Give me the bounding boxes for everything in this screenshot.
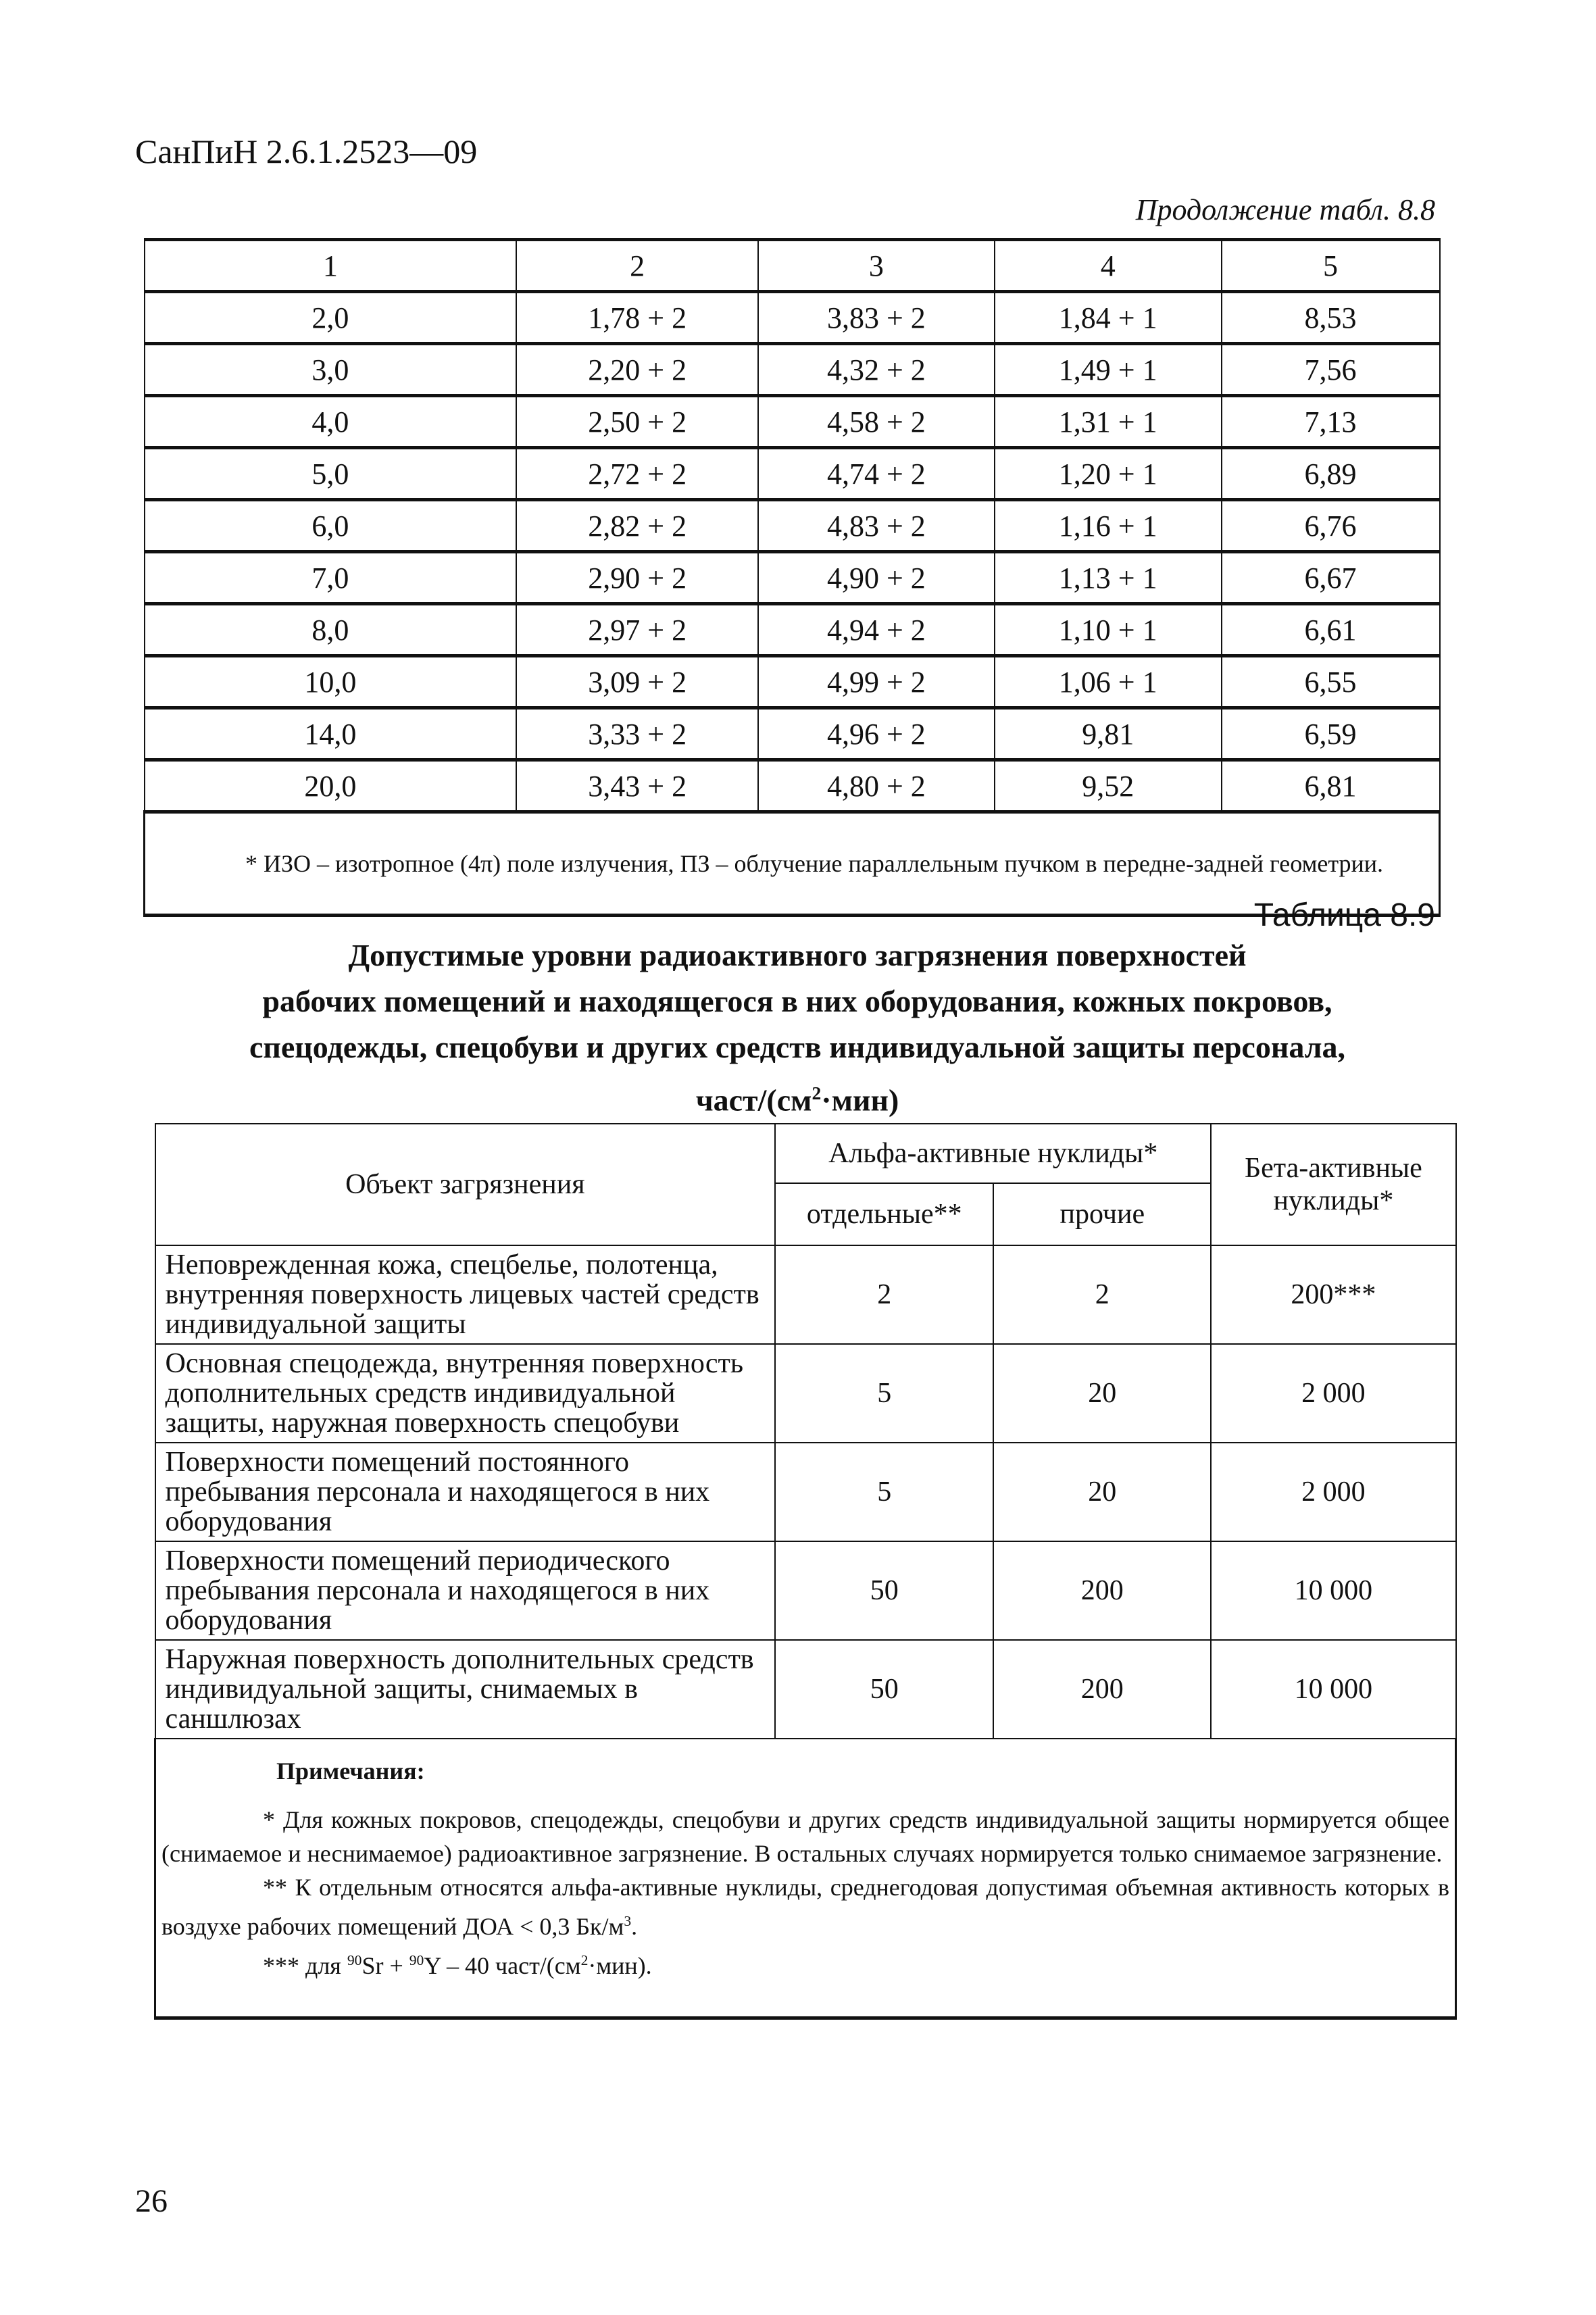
table-cell: 7,56 [1222,344,1440,396]
note-2: ** К отдельным относятся альфа-активные нуклиды, среднегодовая допустимая объемная активность которых в воздухе рабочих помещений ДОА < 0,3 $Бк/м^3$. [161,1874,1449,1940]
table-cell: 6,67 [1222,552,1440,604]
table-row [155,1245,1456,1344]
table-row [145,396,1440,448]
table-row [145,604,1440,656]
table-cell: 3,43 + 2 [516,760,758,812]
table-cell-object: Неповрежденная кожа, спецбелье, полотенца, внутренняя поверхность лицевых частей средств индивидуальной защиты [155,1245,776,1344]
document-code: СанПиН 2.6.1.2523—09 [135,132,478,170]
table-cell: 4,32 + 2 [758,344,995,396]
table-cell: 2,97 + 2 [516,604,758,656]
table-cell: 20,0 [145,760,517,812]
table-cell: 1,16 + 1 [995,500,1222,552]
column-header: 3 [758,240,995,292]
table-footnote-row [145,812,1440,916]
table-row [155,1640,1456,1739]
table-cell-beta: 10 000 [1211,1640,1455,1739]
column-header: 2 [516,240,758,292]
table-cell: 8,53 [1222,292,1440,344]
table-row [155,1541,1456,1640]
table-row [145,344,1440,396]
table-row [155,1443,1456,1541]
table-cell: 3,83 + 2 [758,292,995,344]
table-row [145,500,1440,552]
note-1: * Для кожных покровов, спецодежды, спецобуви и других средств индивидуальной защиты нормируется общее (снимаемое и неснимаемое) радиоактивное загрязнение. В остальных случаях нормируется только снимаемое загрязнение. [161,1806,1449,1867]
table-cell: 6,76 [1222,500,1440,552]
note-3: *** для $^{90}$Sr + $^{90}$Y – 40 част/$(см^2\cdot мин)$. [263,1952,652,1979]
table-cell: 14,0 [145,708,517,760]
table-cell: 4,74 + 2 [758,448,995,500]
table-cell: 7,13 [1222,396,1440,448]
table-cell: 4,96 + 2 [758,708,995,760]
table-cell: 6,81 [1222,760,1440,812]
column-header: 4 [995,240,1222,292]
table-cell: 8,0 [145,604,517,656]
table-cell-alpha-separate: 50 [775,1640,993,1739]
table-cell: 1,10 + 1 [995,604,1222,656]
table-cell: 1,06 + 1 [995,656,1222,708]
table-cell: 4,58 + 2 [758,396,995,448]
table-cell: 2,82 + 2 [516,500,758,552]
table-cell: 1,84 + 1 [995,292,1222,344]
table-cell: 1,49 + 1 [995,344,1222,396]
column-header: 5 [1222,240,1440,292]
table-cell-alpha-other: 200 [993,1541,1211,1640]
notes-title: Примечания: [276,1758,425,1785]
table-cell: 7,0 [145,552,517,604]
table-cell-object: Наружная поверхность дополнительных средств индивидуальной защиты, снимаемых в саншлюзах [155,1640,776,1739]
table-row [145,708,1440,760]
table-cell: 2,0 [145,292,517,344]
table-cell: 4,99 + 2 [758,656,995,708]
table-cell-beta: 2 000 [1211,1344,1455,1443]
table-footnote: * ИЗО – изотропное (4π) поле излучения, ПЗ – облучение параллельным пучком в передне-задней геометрии. [145,812,1440,916]
column-header-alpha-other: прочие [993,1183,1211,1245]
column-header: 1 [145,240,517,292]
table-8-9 [154,1123,1457,2020]
table-cell: 6,89 [1222,448,1440,500]
table-cell: 9,52 [995,760,1222,812]
table-cell: 6,61 [1222,604,1440,656]
table-row [145,760,1440,812]
table-cell: 9,81 [995,708,1222,760]
table-label: Таблица 8.9 [1253,897,1435,933]
table-cell: 3,33 + 2 [516,708,758,760]
table-cell: 6,59 [1222,708,1440,760]
page-number: 26 [135,2183,168,2219]
table-cell-alpha-other: 20 [993,1344,1211,1443]
table-cell-alpha-separate: 2 [775,1245,993,1344]
table-row [145,552,1440,604]
table-cell-beta: 10 000 [1211,1541,1455,1640]
table-row [145,656,1440,708]
table-cell: 2,50 + 2 [516,396,758,448]
table-cell-alpha-separate: 50 [775,1541,993,1640]
table-cell-alpha-separate: 5 [775,1443,993,1541]
column-header-object: Объект загрязнения [155,1124,776,1245]
table-cell-object: Поверхности помещений постоянного пребывания персонала и находящегося в них оборудования [155,1443,776,1541]
table-row [145,292,1440,344]
table-title-line: спецодежды, спецобуви и других средств индивидуальной защиты персонала, [249,1030,1346,1064]
table-header-row [155,1124,1456,1183]
table-cell-object: Поверхности помещений периодического пребывания персонала и находящегося в них оборудования [155,1541,776,1640]
table-cell: 1,31 + 1 [995,396,1222,448]
table-cell: 3,09 + 2 [516,656,758,708]
table-cell: 5,0 [145,448,517,500]
table-cell: 10,0 [145,656,517,708]
table-cell: 4,83 + 2 [758,500,995,552]
table-cell: 1,13 + 1 [995,552,1222,604]
table-cell-beta: 2 000 [1211,1443,1455,1541]
table-cell: 2,72 + 2 [516,448,758,500]
column-header-alpha: Альфа-активные нуклиды* [775,1124,1211,1183]
table-title-line: Допустимые уровни радиоактивного загрязнения поверхностей [348,938,1247,972]
table-cell-alpha-other: 2 [993,1245,1211,1344]
column-header-beta: Бета-активные нуклиды* [1211,1124,1455,1245]
table-cell: 1,78 + 2 [516,292,758,344]
table-title-line: рабочих помещений и находящегося в них оборудования, кожных покровов, [262,984,1332,1018]
table-cell-alpha-separate: 5 [775,1344,993,1443]
table-cell-alpha-other: 200 [993,1640,1211,1739]
table-header-row [145,240,1440,292]
table-cell: 2,90 + 2 [516,552,758,604]
table-cell-alpha-other: 20 [993,1443,1211,1541]
table-cell: 4,90 + 2 [758,552,995,604]
table-title [135,932,1460,1123]
table-cell: 6,0 [145,500,517,552]
column-header-alpha-separate: отдельные** [775,1183,993,1245]
table-continuation-label: Продолжение табл. 8.8 [1135,193,1435,226]
table-cell: 4,94 + 2 [758,604,995,656]
table-8-8 [143,238,1441,917]
table-cell: 4,0 [145,396,517,448]
table-row [155,1344,1456,1443]
table-row [145,448,1440,500]
table-cell: 6,55 [1222,656,1440,708]
notes-row [155,1739,1456,2018]
table-cell: 1,20 + 1 [995,448,1222,500]
table-notes [155,1739,1456,2018]
table-cell: 4,80 + 2 [758,760,995,812]
table-cell-beta: 200*** [1211,1245,1455,1344]
table-title-unit: част/$(см^2\cdot мин)$ [695,1082,899,1118]
table-cell: 3,0 [145,344,517,396]
table-cell-object: Основная спецодежда, внутренняя поверхность дополнительных средств индивидуальной защиты, наружная поверхность спецобуви [155,1344,776,1443]
table-cell: 2,20 + 2 [516,344,758,396]
